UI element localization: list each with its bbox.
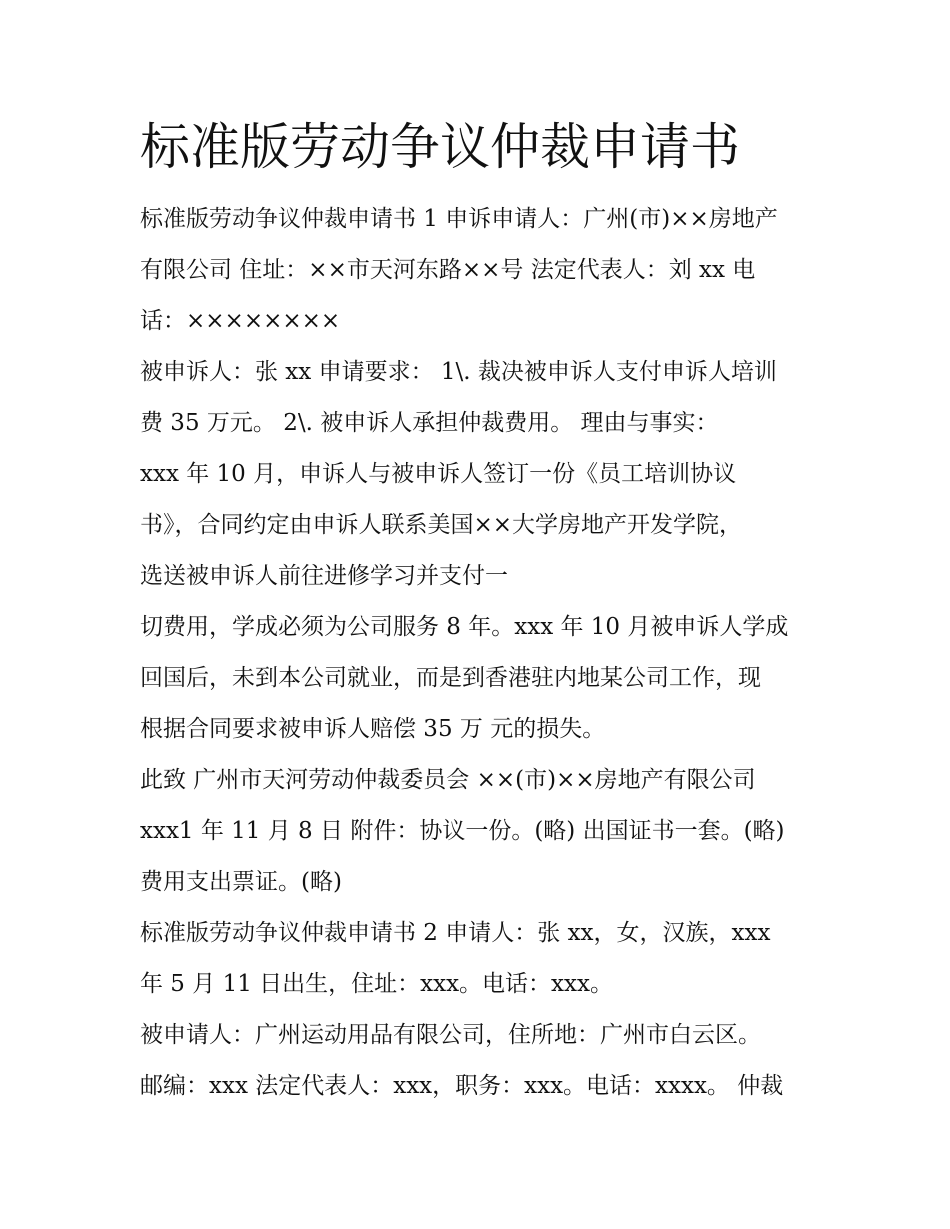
body-line-5: 费 35 万元。 2\. 被申诉人承担仲裁费用。 理由与事实： [140,410,719,436]
body-line-9: 切费用，学成必须为公司服务 8 年。xxx 年 10 月被申诉人学成 [140,614,789,640]
body-line-13: xxx1 年 11 月 8 日 附件：协议一份。(略) 出国证书一套。(略) [140,818,785,844]
body-line-3: 话：×××××××× [140,308,341,334]
body-line-2: 有限公司 住址：××市天河东路××号 法定代表人：刘 xx 电 [140,257,756,283]
body-line-17: 被申请人：广州运动用品有限公司，住所地：广州市白云区。 [140,1022,761,1048]
body-line-6: xxx 年 10 月，申诉人与被申诉人签订一份《员工培训协议 [140,461,737,487]
body-line-10: 回国后，未到本公司就业，而是到香港驻内地某公司工作，现 [140,665,761,691]
body-line-14: 费用支出票证。(略) [140,869,342,895]
body-line-4: 被申诉人：张 xx 申请要求： 1\. 裁决被申诉人支付申诉人培训 [140,359,777,385]
body-line-11: 根据合同要求被申诉人赔偿 35 万 元的损失。 [140,716,606,742]
body-line-8: 选送被申诉人前往进修学习并支付一 [140,563,508,589]
body-line-15: 标准版劳动争议仲裁申请书 2 申请人：张 xx，女，汉族，xxx [140,920,771,946]
body-line-16: 年 5 月 11 日出生，住址：xxx。电话：xxx。 [140,971,613,997]
document-title: 标准版劳动争议仲裁申请书 [140,118,740,176]
body-line-7: 书》，合同约定由申诉人联系美国××大学房地产开发学院， [140,512,743,538]
body-line-12: 此致 广州市天河劳动仲裁委员会 ××(市)××房地产有限公司 [140,767,756,793]
body-line-1: 标准版劳动争议仲裁申请书 1 申诉申请人：广州(市)××房地产 [140,206,778,232]
body-line-18: 邮编：xxx 法定代表人：xxx，职务：xxx。电话：xxxx。 仲裁 [140,1073,784,1099]
